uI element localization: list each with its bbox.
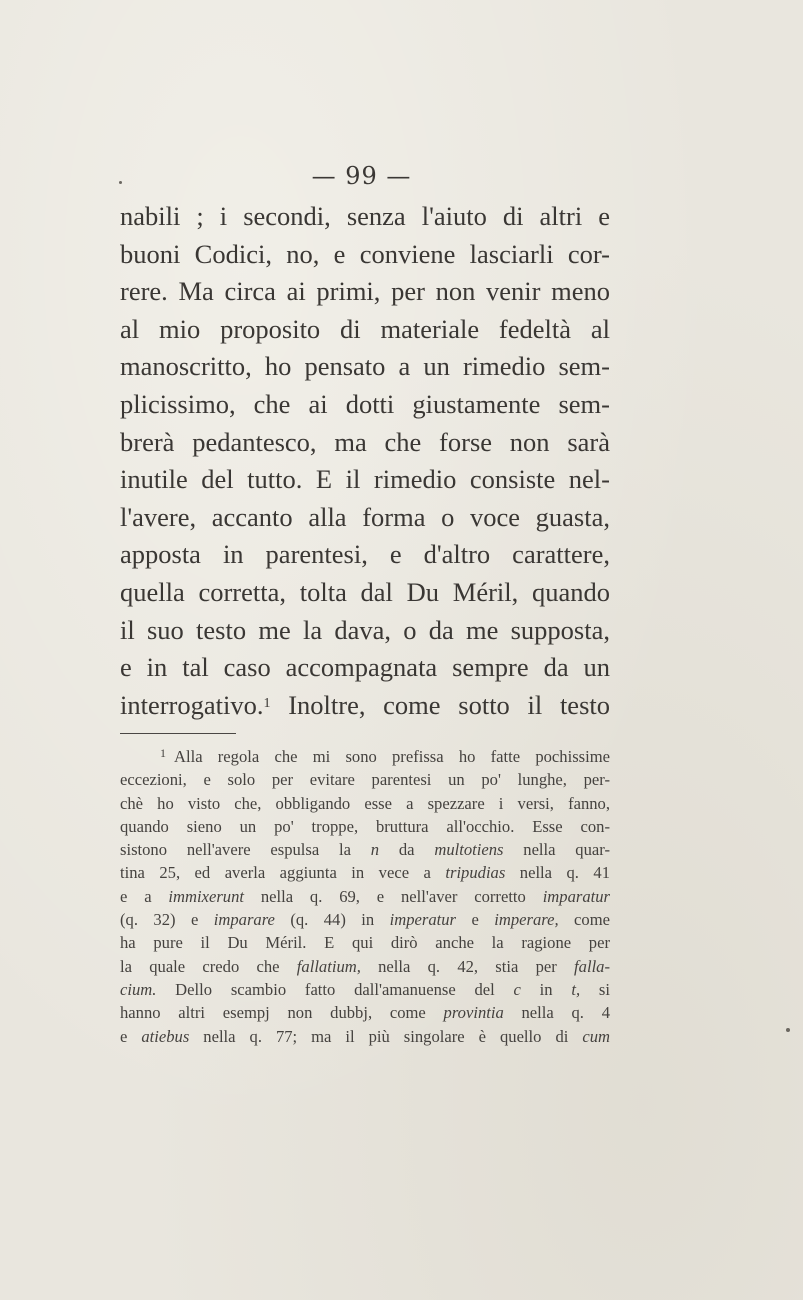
- footnote-text: (q. 44) in: [274, 910, 390, 930]
- italic-term: imperatur: [389, 910, 457, 930]
- footnote-text: nella quar-: [503, 840, 610, 860]
- italic-term: imparatur: [542, 886, 610, 906]
- text-fragment: Inoltre, come sotto il testo: [270, 689, 610, 720]
- footnote-line: [120, 1001, 610, 1024]
- footnote-text: hanno altri esempj non dubbj, come: [120, 1003, 444, 1023]
- footnote-marker: 1: [160, 746, 166, 760]
- text-line: il suo testo me la dava, o da me supposta,: [120, 614, 610, 645]
- text-line: quella corretta, tolta dal Du Méril, quando: [120, 576, 610, 607]
- footnote-line: [120, 1025, 610, 1048]
- footnote-text: nella q. 42, stia per: [360, 956, 575, 976]
- footnote-text: tina 25, ed averla aggiunta in vece a: [120, 863, 446, 883]
- footnote-line: [120, 885, 610, 908]
- footnote-line: [120, 861, 610, 884]
- footnote-line: [120, 908, 610, 931]
- italic-term: imperare,: [494, 910, 559, 930]
- text-line: apposta in parentesi, e d'altro carattere,: [120, 539, 610, 570]
- italic-term: atiebus: [141, 1026, 190, 1046]
- italic-term: immixerunt: [168, 886, 244, 906]
- text-line: brerà pedantesco, ma che forse non sarà: [120, 426, 610, 457]
- text-line: nabili ; i secondi, senza l'aiuto di altri e: [120, 201, 610, 231]
- text-line: inutile del tutto. E il rimedio consiste nel-: [120, 464, 610, 495]
- footnote-text: e: [120, 1026, 142, 1046]
- footnote-text: in: [520, 979, 572, 999]
- footnote-text: Dello scambio fatto dall'amanuense del: [156, 979, 514, 999]
- footnote-line: [120, 745, 610, 768]
- footnote-divider: [120, 733, 236, 734]
- footnote-text: come: [558, 910, 610, 930]
- footnote-text: e: [456, 910, 495, 930]
- paper-speck: [119, 181, 122, 184]
- footnote-line: [120, 978, 610, 1001]
- page-number: — 99 —: [311, 162, 412, 190]
- italic-term: c: [513, 979, 521, 999]
- footnote-line: ha pure il Du Méril. E qui dirò anche la ragione per: [120, 933, 610, 953]
- text-line: al mio proposito di materiale fedeltà al: [120, 313, 610, 344]
- footnote-line: chè ho visto che, obbligando esse a spezzare i versi, fanno,: [120, 793, 610, 813]
- italic-term: multotiens: [434, 840, 504, 860]
- text-line-last: [120, 687, 610, 725]
- text-line: e in tal caso accompagnata sempre da un: [120, 652, 610, 683]
- text-line: manoscritto, ho pensato a un rimedio sem-: [120, 351, 610, 382]
- footnote-text: nella q. 77; ma il più singolare è quello di: [189, 1026, 583, 1046]
- footnote-text: Alla regola che mi sono prefissa ho fatte pochissime: [174, 747, 610, 766]
- footnote-line: [120, 838, 610, 861]
- footnote-line: eccezioni, e solo per evitare parentesi un po' lunghe, per-: [120, 770, 610, 790]
- footnote-text: sistono nell'avere espulsa la: [120, 840, 371, 860]
- footnote-reference[interactable]: 1: [263, 695, 271, 711]
- italic-term: tripudias: [445, 863, 506, 883]
- text-line: buoni Codici, no, e conviene lasciarli cor-: [120, 238, 610, 269]
- italic-term: cium.: [120, 979, 157, 999]
- footnote-text: nella q. 4: [503, 1003, 610, 1023]
- footnote-line: quando sieno un po' troppe, bruttura all'occhio. Esse con-: [120, 816, 610, 836]
- paper-speck: [786, 1028, 790, 1032]
- text-line: rere. Ma circa ai primi, per non venir meno: [120, 276, 610, 307]
- footnote-text: la quale credo che: [120, 956, 297, 976]
- italic-term: n: [370, 840, 380, 860]
- italic-term: fallatium,: [296, 956, 361, 976]
- footnote-text: e a: [120, 886, 169, 906]
- text-line: l'avere, accanto alla forma o voce guasta,: [120, 501, 610, 532]
- footnote-text: si: [580, 979, 610, 999]
- footnote-text: nella q. 69, e nell'aver corretto: [244, 886, 543, 906]
- italic-term: provintia: [443, 1003, 504, 1023]
- footnote: [120, 745, 610, 1048]
- italic-term: t,: [571, 979, 581, 999]
- main-text: [120, 198, 610, 724]
- italic-term: cum: [582, 1026, 610, 1046]
- italic-term: imparare: [213, 910, 275, 930]
- text-fragment: interrogativo.: [120, 689, 264, 720]
- footnote-text: (q. 32) e: [120, 910, 214, 930]
- footnote-text: nella q. 41: [505, 863, 611, 883]
- footnote-line: [120, 955, 610, 978]
- italic-term: falla-: [574, 956, 610, 976]
- text-line: plicissimo, che ai dotti giustamente sem-: [120, 388, 610, 419]
- footnote-text: da: [379, 840, 435, 860]
